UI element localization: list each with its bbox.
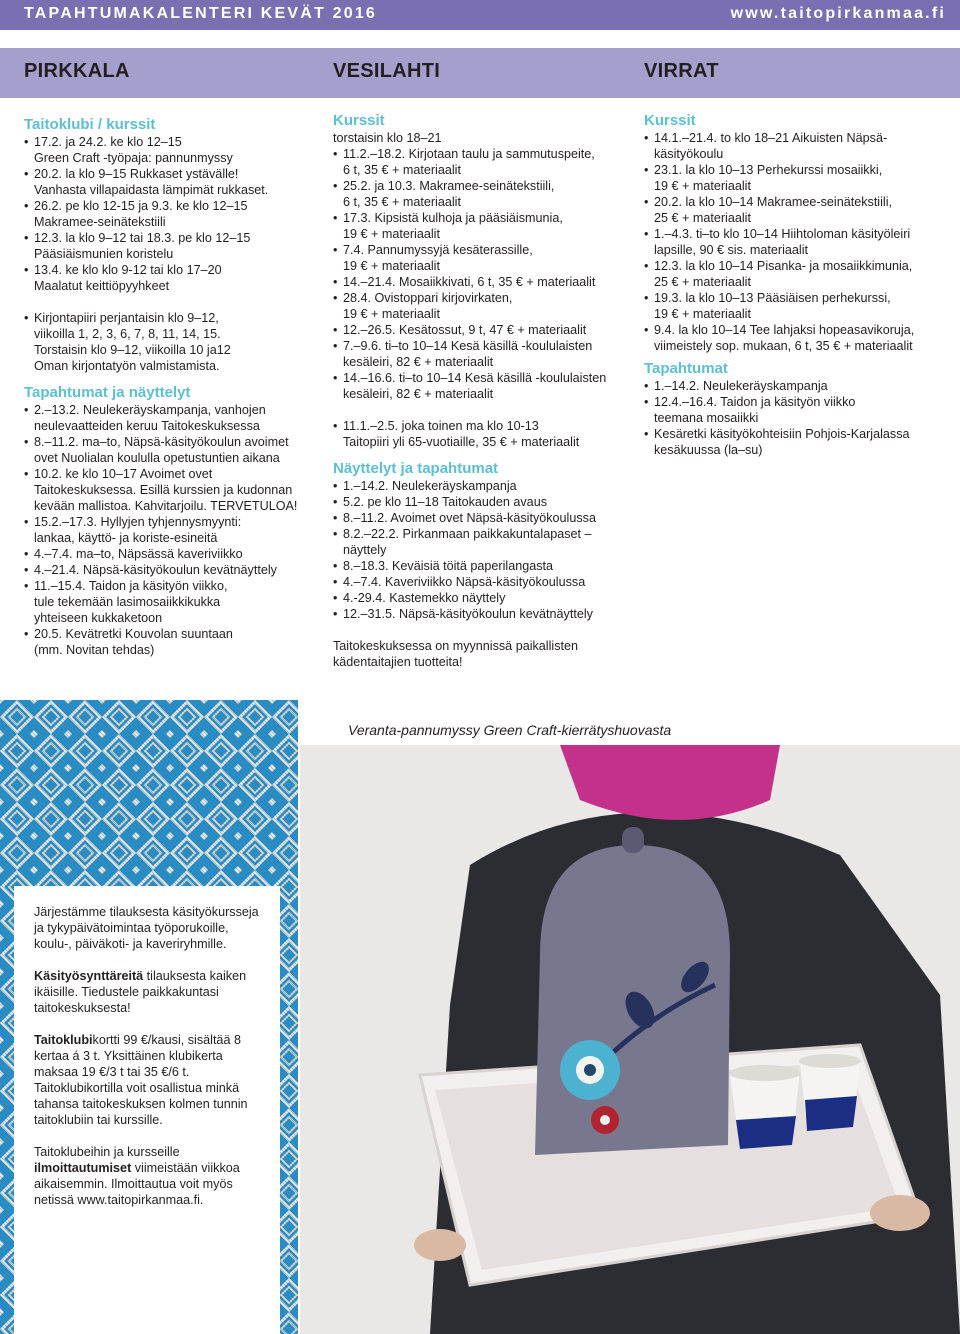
list-item: • 4.-29.4. Kastemekko näyttely bbox=[333, 590, 633, 606]
city-pirkkala: PIRKKALA bbox=[24, 60, 130, 82]
list-item: • 20.2. la klo 10–14 Makramee-seinätekstiili, 25 € + materiaalit bbox=[644, 194, 944, 226]
list-item: • 12.3. la klo 9–12 tai 18.3. pe klo 12–15 Pääsiäismunien koristelu bbox=[24, 230, 314, 262]
photo-caption: Veranta-pannumyssy Green Craft-kierrätyshuovasta bbox=[348, 722, 672, 738]
virrat-courses-heading: Kurssit bbox=[644, 112, 696, 129]
list-item: • 12.–31.5. Näpsä-käsityökoulun kevätnäyttely bbox=[333, 606, 633, 622]
list-item: • 25.2. ja 10.3. Makramee-seinätekstiili, 6 t, 35 € + materiaalit bbox=[333, 178, 633, 210]
tea-cozy-photo bbox=[300, 745, 960, 1334]
pirkkala-courses-heading: Taitoklubi / kurssit bbox=[24, 116, 156, 133]
list-item: • 8.–11.2. ma–to, Näpsä-käsityökoulun avoimet ovet Nuolialan koululla opetustuntien aikana bbox=[24, 434, 314, 466]
virrat-events-heading: Tapahtumat bbox=[644, 360, 728, 377]
list-item: • 28.4. Ovistoppari kirjovirkaten, 19 € + materiaalit bbox=[333, 290, 633, 322]
info-box bbox=[14, 886, 280, 1334]
list-item: • 20.2. la klo 9–15 Rukkaset ystävälle! Vanhasta villapaidasta lämpimät rukkaset. bbox=[24, 166, 314, 198]
list-item: • 5.2. pe klo 11–18 Taitokauden avaus bbox=[333, 494, 633, 510]
list-item: • 9.4. la klo 10–14 Tee lahjaksi hopeasavikoruja, viimeistely sop. mukaan, 6 t, 35 € + materiaalit bbox=[644, 322, 944, 354]
list-item: • 19.3. la klo 10–13 Pääsiäisen perhekurssi, 19 € + materiaalit bbox=[644, 290, 944, 322]
city-virrat: VIRRAT bbox=[644, 60, 719, 82]
list-item: • 12.4.–16.4. Taidon ja käsityön viikko teemana mosaiikki bbox=[644, 394, 944, 426]
list-item: • 23.1. la klo 10–13 Perhekurssi mosaiikki, 19 € + materiaalit bbox=[644, 162, 944, 194]
website-url[interactable]: www.taitopirkanmaa.fi bbox=[730, 5, 946, 22]
list-item: • 14.–21.4. Mosaiikkivati, 6 t, 35 € + materiaalit bbox=[333, 274, 633, 290]
list-item: • Kirjontapiiri perjantaisin klo 9–12, viikoilla 1, 2, 3, 6, 7, 8, 11, 14, 15. Torstaisin klo 9–12, viikoilla 10 ja12 Oman kirjontatyön valmistamista. bbox=[24, 310, 314, 374]
list-item: • 11.1.–2.5. joka toinen ma klo 10-13 Taitopiiri yli 65-vuotiaille, 35 € + materiaalit bbox=[333, 418, 633, 450]
virrat-column bbox=[644, 112, 944, 458]
list-item: • 8.–11.2. Avoimet ovet Näpsä-käsityökoulussa bbox=[333, 510, 633, 526]
list-item: • 4.–7.4. Kaveriviikko Näpsä-käsityökoulussa bbox=[333, 574, 633, 590]
list-item: • 2.–13.2. Neulekeräyskampanja, vanhojen neulevaatteiden keruu Taitokeskuksessa bbox=[24, 402, 314, 434]
vesilahti-courses-list bbox=[333, 146, 633, 450]
list-item: • Kesäretki käsityökohteisiin Pohjois-Karjalassa kesäkuussa (la–su) bbox=[644, 426, 944, 458]
info-custom-courses: Järjestämme tilauksesta käsityökursseja ja tykypäivätoimintaa työporukoille, koulu-, päiväkoti- ja kaveriryhmille. bbox=[34, 905, 259, 951]
list-item: • 14.1.–21.4. to klo 18–21 Aikuisten Näpsä- käsityökoulu bbox=[644, 130, 944, 162]
list-item: • 4.–21.4. Näpsä-käsityökoulun kevätnäyttely bbox=[24, 562, 314, 578]
list-item: • 8.–18.3. Keväisiä töitä paperilangasta bbox=[333, 558, 633, 574]
vesilahti-note: Taitokeskuksessa on myynnissä paikallisten kädentaitajien tuotteita! bbox=[333, 639, 578, 669]
pirkkala-column bbox=[24, 116, 314, 658]
pirkkala-courses-list bbox=[24, 134, 314, 374]
vesilahti-events-heading: Näyttelyt ja tapahtumat bbox=[333, 460, 499, 477]
list-item: • 17.2. ja 24.2. ke klo 12–15 Green Craft -työpaja: pannunmyssy bbox=[24, 134, 314, 166]
list-item: • 4.–7.4. ma–to, Näpsässä kaveriviikko bbox=[24, 546, 314, 562]
list-item: • 11.2.–18.2. Kirjotaan taulu ja sammutuspeite, 6 t, 35 € + materiaalit bbox=[333, 146, 633, 178]
pirkkala-events-list bbox=[24, 402, 314, 658]
list-item: • 12.3. la klo 10–14 Pisanka- ja mosaiikkimunia, 25 € + materiaalit bbox=[644, 258, 944, 290]
virrat-events-list bbox=[644, 378, 944, 458]
calendar-title: TAPAHTUMAKALENTERI KEVÄT 2016 bbox=[24, 5, 378, 22]
list-item: • 11.–15.4. Taidon ja käsityön viikko, tule tekemään lasimosaiikkikukka yhteiseen kukkaketoon bbox=[24, 578, 314, 626]
list-item: • 15.2.–17.3. Hyllyjen tyhjennysmyynti: lankaa, käyttö- ja koriste-esineitä bbox=[24, 514, 314, 546]
virrat-courses-list bbox=[644, 130, 944, 354]
list-item: • 26.2. pe klo 12-15 ja 9.3. ke klo 12–15 Makramee-seinätekstiili bbox=[24, 198, 314, 230]
vesilahti-column bbox=[333, 112, 633, 670]
list-item: • 13.4. ke klo klo 9-12 tai klo 17–20 Maalatut keittiöpyyhkeet bbox=[24, 262, 314, 294]
list-item: • 12.–26.5. Kesätossut, 9 t, 47 € + materiaalit bbox=[333, 322, 633, 338]
list-item: • 7.–9.6. ti–to 10–14 Kesä käsillä -koululaisten kesäleiri, 82 € + materiaalit bbox=[333, 338, 633, 370]
city-vesilahti: VESILAHTI bbox=[333, 60, 441, 82]
list-item: • 1.–14.2. Neulekeräyskampanja bbox=[644, 378, 944, 394]
top-banner bbox=[0, 0, 960, 30]
list-item: • 14.–16.6. ti–to 10–14 Kesä käsillä -koululaisten kesäleiri, 82 € + materiaalit bbox=[333, 370, 633, 402]
list-item: • 10.2. ke klo 10–17 Avoimet ovet Taitokeskuksessa. Esillä kurssien ja kudonnan kevään mallistoa. Kahvitarjoilu. TERVETULOA! bbox=[24, 466, 314, 514]
pirkkala-events-heading: Tapahtumat ja näyttelyt bbox=[24, 384, 191, 401]
vesilahti-events-list bbox=[333, 478, 633, 622]
list-item: • 1.–4.3. ti–to klo 10–14 Hiihtoloman käsityöleiri lapsille, 90 € sis. materiaalit bbox=[644, 226, 944, 258]
list-item: • 17.3. Kipsistä kulhoja ja pääsiäismunia, 19 € + materiaalit bbox=[333, 210, 633, 242]
list-item: • 1.–14.2. Neulekeräyskampanja bbox=[333, 478, 633, 494]
info-club-card: Taitoklubikortti 99 €/kausi, sisältää 8 kertaa á 3 t. Yksittäinen klubikerta maksaa 19 €/3 t tai 35 €/6 t. Taitoklubikortilla voit osallistua minkä tahansa taitokeskuksen kolmen tunnin taitoklubiin tai kurssille. bbox=[34, 1033, 248, 1127]
list-item: • 7.4. Pannumyssyjä kesäterassille, 19 € + materiaalit bbox=[333, 242, 633, 274]
vesilahti-courses-heading: Kurssit bbox=[333, 112, 385, 129]
vesilahti-courses-subtitle: torstaisin klo 18–21 bbox=[333, 131, 442, 145]
city-band bbox=[0, 48, 960, 98]
list-item: • 20.5. Kevätretki Kouvolan suuntaan (mm. Novitan tehdas) bbox=[24, 626, 314, 658]
list-item: • 8.2.–22.2. Pirkanmaan paikkakuntalapaset – näyttely bbox=[333, 526, 633, 558]
info-birthday-parties: Käsityösynttäreitä tilauksesta kaiken ikäisille. Tiedustele paikkakuntasi taitokeskuksesta! bbox=[34, 969, 247, 1015]
info-registration: Taitoklubeihin ja kursseille ilmoittautumiset viimeistään viikkoa aikaisemmin. Ilmoittautua voit myös netissä www.taitopirkanmaa.fi. bbox=[34, 1145, 240, 1207]
